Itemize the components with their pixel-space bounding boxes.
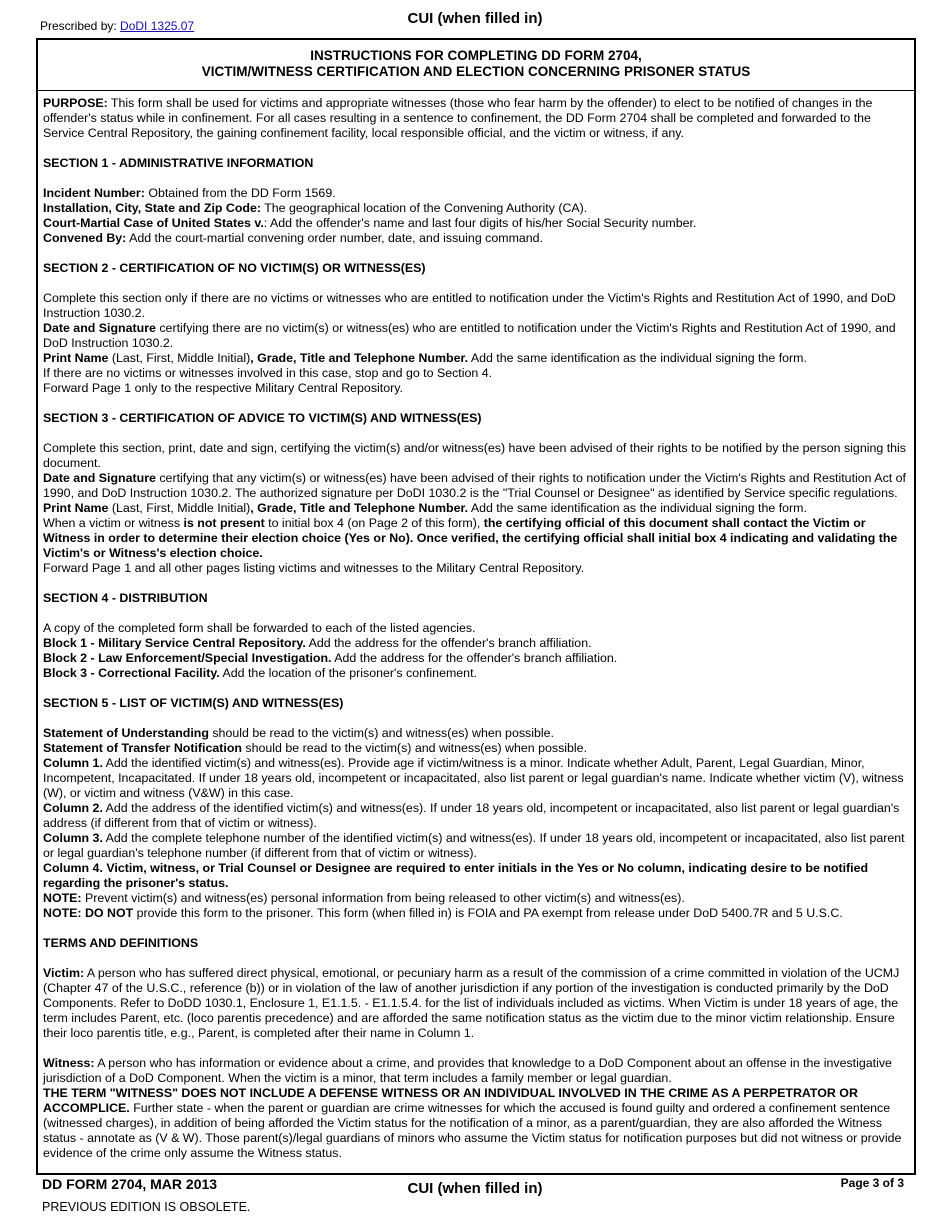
form-frame [36, 38, 916, 1175]
obsolete-notice: PREVIOUS EDITION IS OBSOLETE. [42, 1200, 251, 1214]
block-1-line: Block 1 - Military Service Central Repository. Add the address for the offender's branch affiliation. [43, 636, 592, 650]
form-title [38, 40, 914, 91]
block-2-line: Block 2 - Law Enforcement/Special Investigation. Add the address for the offender's branch affiliation. [43, 651, 618, 665]
section-3-intro: Complete this section, print, date and sign, certifying the victim(s) and/or witness(es) have been advised of their rights to be notified by the person signing this document. [43, 441, 906, 470]
section-2-print-name: Print Name (Last, First, Middle Initial), Grade, Title and Telephone Number. Add the same identification as the individual signing the form. [43, 351, 807, 365]
section-3-print-name: Print Name (Last, First, Middle Initial), Grade, Title and Telephone Number. Add the same identification as the individual signing the form. [43, 501, 807, 515]
terms-heading: TERMS AND DEFINITIONS [43, 936, 199, 950]
convened-by-line: Convened By: Add the court-martial convening order number, date, and issuing command. [43, 231, 544, 245]
section-4-heading: SECTION 4 - DISTRIBUTION [43, 591, 208, 605]
section-2-date-signature: Date and Signature certifying there are no victim(s) or witness(es) who are entitled to notification under the Victim's Rights and Restitution Act of 1990, and DoD Instruction 1030.2. [43, 321, 896, 350]
purpose-paragraph: PURPOSE: This form shall be used for victims and appropriate witnesses (those who fear harm by the offender) to elect to be notified of changes in the offender's status while in confinement. For all cases resulting in a sentence to confinement, the DD Form 2704 shall be completed and forwarded to the Service Central Repository, the gaining confinement facility, local responsible official, and the victim or witness, if any. [43, 96, 873, 140]
dodi-link[interactable]: DoDI 1325.07 [120, 19, 195, 33]
section-1-heading: SECTION 1 - ADMINISTRATIVE INFORMATION [43, 156, 314, 170]
section-3-heading: SECTION 3 - CERTIFICATION OF ADVICE TO VICTIM(S) AND WITNESS(ES) [43, 411, 482, 425]
cui-footer: CUI (when filled in) [407, 1180, 543, 1197]
note-2: NOTE: DO NOT provide this form to the prisoner. This form (when filled in) is FOIA and PA exempt from release under DoD 5400.7R and 5 U.S.C. [43, 906, 843, 920]
title-line-2: VICTIM/WITNESS CERTIFICATION AND ELECTION CONCERNING PRISONER STATUS [201, 64, 751, 79]
court-martial-line: Court-Martial Case of United States v.: Add the offender's name and last four digits of his/her Social Security number. [43, 216, 697, 230]
block-3-line: Block 3 - Correctional Facility. Add the location of the prisoner's confinement. [43, 666, 477, 680]
column-2-line: Column 2. Add the address of the identified victim(s) and witness(es). If under 18 years old, incompetent or incapacitated, also list parent or legal guardian's address (if different from that of victim or witness). [43, 801, 900, 830]
section-2-heading: SECTION 2 - CERTIFICATION OF NO VICTIM(S) OR WITNESS(ES) [43, 261, 426, 275]
section-2-forward: Forward Page 1 only to the respective Military Central Repository. [43, 381, 403, 395]
page-number: Page 3 of 3 [840, 1176, 904, 1190]
instructions-body [43, 96, 909, 1161]
witness-definition: Witness: A person who has information or evidence about a crime, and provides that knowledge to a DoD Component about an offense in the investigative jurisdiction of a DoD Component. When the victim is a minor, that term includes a family member or legal guardian. [43, 1056, 892, 1085]
cui-header: CUI (when filled in) [407, 10, 543, 27]
statement-understanding: Statement of Understanding should be read to the victim(s) and witness(es) when possible. [43, 726, 554, 740]
section-4-intro: A copy of the completed form shall be forwarded to each of the listed agencies. [43, 621, 476, 635]
title-line-1: INSTRUCTIONS FOR COMPLETING DD FORM 2704, [310, 48, 642, 63]
prescribed-label: Prescribed by: [40, 19, 121, 33]
section-3-date-signature: Date and Signature certifying that any victim(s) or witness(es) have been advised of their rights to notification under the Victim's Rights and Restitution Act of 1990, and DoD Instruction 1030.2. The authorized signature per DoDI 1030.2 is the "Trial Counsel or Designee" as identified by Service specific regulations. [43, 471, 906, 500]
form-number: DD FORM 2704, MAR 2013 [42, 1176, 218, 1192]
section-3-not-present: When a victim or witness is not present to initial box 4 (on Page 2 of this form), the certifying official of this document shall contact the Victim or Witness in order to determine their election choice (Yes or No). Once verified, the certifying official shall initial box 4 indicating and validating the Victim's or Witness's election choice. [43, 516, 898, 560]
victim-definition: Victim: A person who has suffered direct physical, emotional, or pecuniary harm as a result of the commission of a crime committed in violation of the UCMJ (Chapter 47 of the U.S.C., reference (b)) or in violation of the law of another jurisdiction if any portion of the investigation is conducted primarily by the DoD Components. Refer to DoDD 1030.1, Enclosure 1, E1.1.5. - E1.1.5.4. for the list of individuals included as victims. When Victim is under 18 years of age, the term includes Parent, etc. (loco parentis precedence) and are afforded the same notification status as the victim due to the minor victim relationship. Ensure their loco parentis title, e.g., Parent, is completed after their name in Column 1. [43, 966, 900, 1040]
witness-term-note: THE TERM "WITNESS" DOES NOT INCLUDE A DEFENSE WITNESS OR AN INDIVIDUAL INVOLVED IN THE CRIME AS A PERPETRATOR OR ACCOMPLICE. Further state - when the parent or guardian are crime witnesses for which the accused is found guilty and ordered a confinement sentence (witnessed charges), in addition of being afforded the Victim status for the notification of a minor, as a parent/guardian, they are also afforded the Witness status - annotate as (V & W). Those parent(s)/legal guardians of minors who assume the Victim status for notification purposes but did not witness or provide evidence of the crime only assume the Witness status. [43, 1086, 902, 1160]
statement-transfer: Statement of Transfer Notification should be read to the victim(s) and witness(es) when possible. [43, 741, 588, 755]
section-5-heading: SECTION 5 - LIST OF VICTIM(S) AND WITNESS(ES) [43, 696, 344, 710]
installation-line: Installation, City, State and Zip Code: The geographical location of the Convening Authority (CA). [43, 201, 588, 215]
column-1-line: Column 1. Add the identified victim(s) and witness(es). Provide age if victim/witness is a minor. Indicate whether Adult, Parent, Legal Guardian, Minor, Incompetent, Incapacitated. If under 18 years old, incompetent or incapacitated, also list parent or legal guardian's name. Indicate whether victim (V), witness (W), or victim and witness (V&W) in this case. [43, 756, 904, 800]
section-2-no-victims: If there are no victims or witnesses involved in this case, stop and go to Section 4. [43, 366, 493, 380]
note-1: NOTE: Prevent victim(s) and witness(es) personal information from being released to other victim(s) and witness(es). [43, 891, 685, 905]
section-2-intro: Complete this section only if there are no victims or witnesses who are entitled to notification under the Victim's Rights and Restitution Act of 1990, and DoD Instruction 1030.2. [43, 291, 896, 320]
column-4-line: Column 4. Victim, witness, or Trial Counsel or Designee are required to enter initials in the Yes or No column, indicating desire to be notified regarding the prisoner's status. [43, 861, 869, 890]
incident-number-line: Incident Number: Obtained from the DD Form 1569. [43, 186, 336, 200]
column-3-line: Column 3. Add the complete telephone number of the identified victim(s) and witness(es). If under 18 years old, incompetent or incapacitated, also list parent or legal guardian's telephone number (if different from that of victim or witness). [43, 831, 905, 860]
section-3-forward: Forward Page 1 and all other pages listing victims and witnesses to the Military Central Repository. [43, 561, 585, 575]
